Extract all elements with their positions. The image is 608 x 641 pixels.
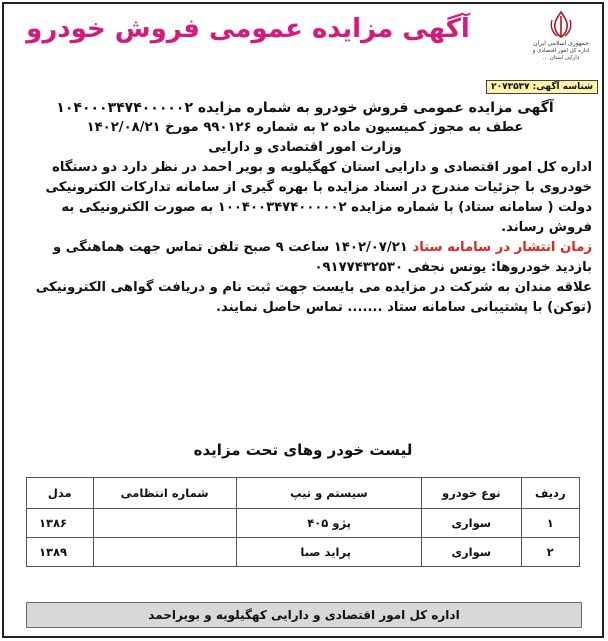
iran-emblem-icon	[548, 10, 574, 40]
paragraph-main: اداره کل امور اقتصادی و دارایی استان کهگیلویه و بویر احمد در نظر دارد دو دستگاه خودروی با جزئیات مندرج در اسناد مزایده با بهره گیری از سامانه تدارکات الکترونیکی دولت ( سامانه ستاد) با شماره مزایده ۱۰۰۴۰۰۳۴۷۴۰۰۰۰۰۲ به صورت الکترونیکی به فروش رساند.	[45, 160, 592, 235]
cell-row: ۲	[521, 538, 579, 567]
vehicle-table	[26, 477, 580, 567]
cell-system-type: پژو ۴۰۵	[236, 509, 421, 538]
page-title: آگهی مزایده عمومی فروش خودرو	[26, 14, 470, 44]
cell-vehicle-type: سواری	[421, 509, 521, 538]
table-row	[27, 538, 580, 567]
col-plate-number: شماره انتظامی	[93, 478, 236, 509]
notice-headline: آگهی مزایده عمومی فروش خودرو به شماره مزایده ۱۰۴۰۰۰۳۴۷۴۰۰۰۰۰۲	[56, 100, 554, 116]
publish-label: زمان انتشار در سامانه ستاد	[412, 240, 592, 255]
table-header-row	[27, 478, 580, 509]
cell-model: ۱۳۸۹	[27, 538, 94, 567]
ministry-line: وزارت امور اقتصادی و دارایی	[208, 140, 402, 155]
footer-bar: اداره کل امور اقتصادی و دارایی کهگیلویه و بویراحمد	[26, 602, 582, 628]
cell-row: ۱	[521, 509, 579, 538]
cell-vehicle-type: سواری	[421, 538, 521, 567]
emblem	[526, 10, 596, 76]
ad-id-badge: شناسه آگهی: ۲۰۷۳۵۳۷	[486, 80, 598, 94]
cell-plate-number	[93, 538, 236, 567]
vehicle-list-title: لیست خودر وهای تحت مزایده	[193, 441, 413, 459]
publish-details: ۱۴۰۲/۰۷/۲۱ ساعت ۹ صبح تلفن تماس جهت هماهنگی و بازدید خودروها: یونس نجفی ۰۹۱۷۷۴۳۲۵۳۰	[53, 240, 592, 275]
col-row: ردیف	[521, 478, 579, 509]
cell-model: ۱۳۸۶	[27, 509, 94, 538]
permit-line: عطف به مجوز کمیسیون ماده ۲ به شماره ۹۹۰۱۲۶ مورخ ۱۴۰۲/۰۸/۲۱	[86, 120, 524, 135]
notice-frame	[2, 2, 604, 638]
col-system-type: سیستم و تیپ	[236, 478, 421, 509]
col-vehicle-type: نوع خودرو	[421, 478, 521, 509]
col-model: مدل	[27, 478, 94, 509]
paragraph-registration: علاقه مندان به شرکت در مزایده می بایست جهت ثبت نام و دریافت گواهی الکترونیکی (توکن) با پشتیبانی سامانه ستاد ....... تماس حاصل نمایند.	[35, 280, 592, 315]
emblem-line-1: جمهوری اسلامی ایران	[533, 40, 589, 47]
notice-body	[18, 98, 592, 318]
cell-plate-number	[93, 509, 236, 538]
cell-system-type: پراید صبا	[236, 538, 421, 567]
paragraph-publish	[18, 238, 592, 278]
emblem-line-2: اداره کل امور اقتصادی و دارایی استان ...	[532, 48, 590, 61]
table-row	[27, 509, 580, 538]
